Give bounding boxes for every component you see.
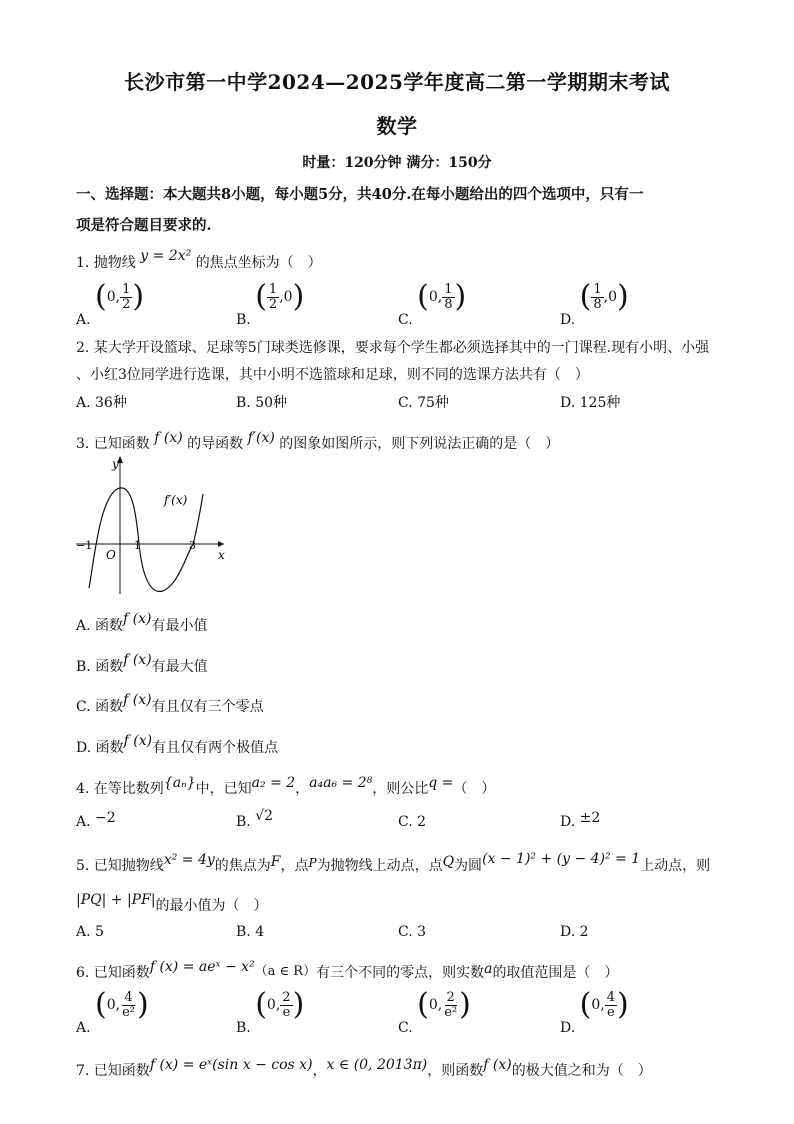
q7-comma: ， — [312, 1063, 327, 1079]
q7-mid: ，则函数 — [427, 1063, 484, 1079]
question-4 — [76, 775, 496, 798]
q4-option-a-label: A. — [76, 814, 91, 830]
q2-option-c[interactable]: C. 75种 — [398, 395, 449, 411]
section-instruction-line2: 项是符合题目要求的. — [76, 217, 212, 234]
q4-option-b-label: B. — [236, 814, 251, 830]
q5-prefix: 5. 已知抛物线 — [76, 858, 164, 874]
q3-option-d[interactable] — [76, 733, 279, 757]
q5-mid2: ，点 — [280, 858, 309, 874]
question-1 — [76, 248, 322, 272]
q6-option-a[interactable] — [76, 987, 149, 1036]
q3-f: f (x) — [154, 430, 183, 446]
q4-suffix: （ ） — [453, 781, 496, 797]
q1-option-c-expr: ( 0 , $\frac{1}{8}$ ) — [417, 279, 467, 314]
q3-option-d-label: D. 函数 — [76, 740, 124, 756]
q6-option-b[interactable] — [236, 987, 305, 1036]
q5-Q: Q — [442, 854, 455, 870]
q6-option-c-label: C. — [398, 1020, 413, 1036]
q1-option-c[interactable] — [398, 279, 467, 328]
q7-f: f (x) — [483, 1057, 512, 1073]
tick-label-3: 3 — [189, 539, 196, 552]
q2-option-b[interactable]: B. 50种 — [236, 395, 288, 411]
q4-option-b-value: √2 — [255, 808, 274, 824]
q4-mid1: 中，已知 — [195, 781, 252, 797]
x-axis-label: x — [218, 548, 225, 562]
q1-prefix: 1. 抛物线 — [76, 255, 136, 271]
q6-prefix: 6. 已知函数 — [76, 965, 150, 981]
q1-suffix: 的焦点坐标为（ ） — [195, 255, 322, 271]
question-2-line2: 、小红3位同学进行选课，其中小明不选篮球和足球，则不同的选课方法共有（ ） — [76, 367, 589, 383]
q4-mid2: ，则公比 — [372, 781, 429, 797]
question-3 — [76, 430, 560, 453]
q3-option-d-text: 有且仅有两个极值点 — [152, 740, 279, 756]
q5-option-a[interactable]: A. 5 — [76, 924, 104, 940]
q5-line2-suffix: 的最小值为（ ） — [155, 898, 268, 914]
q4-option-c[interactable] — [398, 814, 426, 830]
q6-option-d-expr: ( 0, $\frac{4}{e}$ ) — [579, 987, 629, 1022]
q6-option-a-expr: ( 0, $\frac{4}{\text{e²}}$ ) — [95, 987, 149, 1022]
q3-option-a-f: f (x) — [123, 611, 152, 627]
q5-circle: (x − 1)² + (y − 4)² = 1 — [482, 851, 641, 867]
time-info: 时量：120分钟 满分：150分 — [302, 155, 492, 171]
q4-prefix: 4. 在等比数列 — [76, 781, 164, 797]
tick-label-1: 1 — [134, 539, 141, 552]
q4-q: q = — [428, 775, 454, 791]
q3-option-a[interactable] — [76, 611, 208, 635]
q1-option-b-expr: ( $\frac{1}{2}$ , 0 ) — [255, 279, 305, 314]
curve-label: f′(x) — [164, 493, 188, 507]
q3-option-a-text: 有最小值 — [151, 618, 208, 634]
q3-option-c-f: f (x) — [123, 692, 152, 708]
question-5-line1 — [76, 851, 711, 875]
exam-title: 长沙市第一中学2024—2025学年度高二第一学期期末考试 — [124, 70, 670, 94]
q1-option-d[interactable] — [560, 279, 629, 328]
q5-mid3: 为抛物线上动点，点 — [316, 858, 443, 874]
tick-label-neg1: −1 — [76, 539, 93, 552]
q5-suffix: 上动点，则 — [640, 858, 711, 874]
q6-option-d[interactable] — [560, 987, 629, 1036]
q1-option-a-expr: ( 0 , $\frac{1}{2}$ ) — [95, 279, 145, 314]
q6-suffix: 有三个不同的零点，则实数 — [316, 965, 485, 981]
q3-suffix: 的图象如图所示，则下列说法正确的是（ ） — [279, 436, 560, 452]
q6-a: a — [484, 961, 493, 977]
x-axis-arrow — [218, 541, 224, 547]
q4-comma: ， — [295, 781, 310, 797]
q7-expr: f (x) = eˣ(sin x − cos x) — [149, 1057, 313, 1073]
q4-cond1: a₂ = 2 — [251, 775, 296, 791]
q3-option-c-label: C. 函数 — [76, 699, 124, 715]
q5-option-b[interactable]: B. 4 — [236, 924, 265, 940]
q3-option-c[interactable] — [76, 692, 264, 716]
q1-option-b[interactable] — [236, 279, 305, 328]
q4-option-d-label: D. — [560, 814, 576, 830]
q5-option-d[interactable]: D. 2 — [560, 924, 589, 940]
q3-derivative-graph — [72, 452, 232, 597]
q3-fprime: f′(x) — [247, 430, 275, 446]
q1-option-d-label: D. — [560, 312, 576, 328]
section-instruction-line1: 一、选择题：本大题共8小题，每小题5分，共40分.在每小题给出的四个选项中，只有一 — [76, 186, 644, 203]
q6-option-c[interactable] — [398, 987, 471, 1036]
q6-expr: f (x) = aeˣ − x² — [149, 959, 255, 975]
q1-option-b-label: B. — [236, 312, 251, 328]
q6-cond: （a ∈ R） — [254, 964, 317, 979]
q4-option-c-label: C. — [398, 814, 413, 830]
q4-option-d-value: ±2 — [579, 810, 601, 826]
q5-parabola: x² = 4y — [163, 852, 215, 868]
q5-mid4: 为圆 — [454, 858, 483, 874]
q6-option-a-label: A. — [76, 1020, 91, 1036]
q4-option-a[interactable] — [76, 810, 116, 830]
q7-prefix: 7. 已知函数 — [76, 1063, 150, 1079]
q2-option-a[interactable]: A. 36种 — [76, 395, 127, 411]
question-2-line1: 2. 某大学开设篮球、足球等5门球类选修课，要求每个学生都必须选择其中的一门课程.现有小明、小强 — [76, 340, 710, 356]
q5-mid1: 的焦点为 — [214, 858, 271, 874]
q4-option-c-value: 2 — [417, 814, 427, 830]
q6-option-b-label: B. — [236, 1020, 251, 1036]
question-5-line2 — [76, 892, 268, 915]
q4-seq: {aₙ} — [163, 775, 196, 791]
q2-option-d[interactable]: D. 125种 — [560, 395, 621, 411]
origin-label: O — [106, 548, 116, 562]
q7-domain: x ∈ (0, 2013π) — [326, 1057, 428, 1073]
q4-option-a-value: −2 — [95, 810, 116, 826]
q7-suffix: 的极大值之和为（ ） — [511, 1063, 652, 1079]
y-axis-label: y — [112, 457, 119, 471]
q3-middle: 的导函数 — [187, 436, 244, 452]
q1-option-c-label: C. — [398, 312, 413, 328]
question-6 — [76, 959, 619, 982]
q1-expr: y = 2x² — [140, 248, 192, 264]
q1-option-d-expr: ( $\frac{1}{8}$ , 0 ) — [579, 279, 629, 314]
q6-option-d-label: D. — [560, 1020, 576, 1036]
q3-option-b-label: B. 函数 — [76, 659, 124, 675]
q5-P: P — [308, 856, 317, 870]
q6-suffix2: 的取值范围是（ ） — [492, 965, 619, 981]
question-7 — [76, 1057, 652, 1080]
q1-option-a[interactable] — [76, 279, 145, 328]
q1-option-a-label: A. — [76, 312, 91, 328]
q6-option-c-expr: ( 0, $\frac{2}{\text{e²}}$ ) — [417, 987, 471, 1022]
q3-option-a-label: A. 函数 — [76, 618, 124, 634]
q4-cond2: a₄a₆ = 2⁸ — [309, 775, 373, 791]
q4-option-b[interactable] — [236, 808, 274, 830]
q5-line2-expr: |PQ| + |PF| — [76, 892, 156, 908]
q4-option-d[interactable] — [560, 810, 601, 830]
q3-option-b-f: f (x) — [123, 652, 152, 668]
q5-F: F — [270, 854, 281, 870]
q3-option-b-text: 有最大值 — [151, 659, 208, 675]
q3-option-c-text: 有且仅有三个零点 — [151, 699, 264, 715]
q3-prefix: 3. 已知函数 — [76, 436, 150, 452]
q3-option-b[interactable] — [76, 652, 208, 676]
q5-option-c[interactable]: C. 3 — [398, 924, 427, 940]
q6-option-b-expr: ( 0, $\frac{2}{e}$ ) — [255, 987, 305, 1022]
q3-option-d-f: f (x) — [123, 733, 153, 749]
subject-title: 数学 — [376, 114, 418, 138]
